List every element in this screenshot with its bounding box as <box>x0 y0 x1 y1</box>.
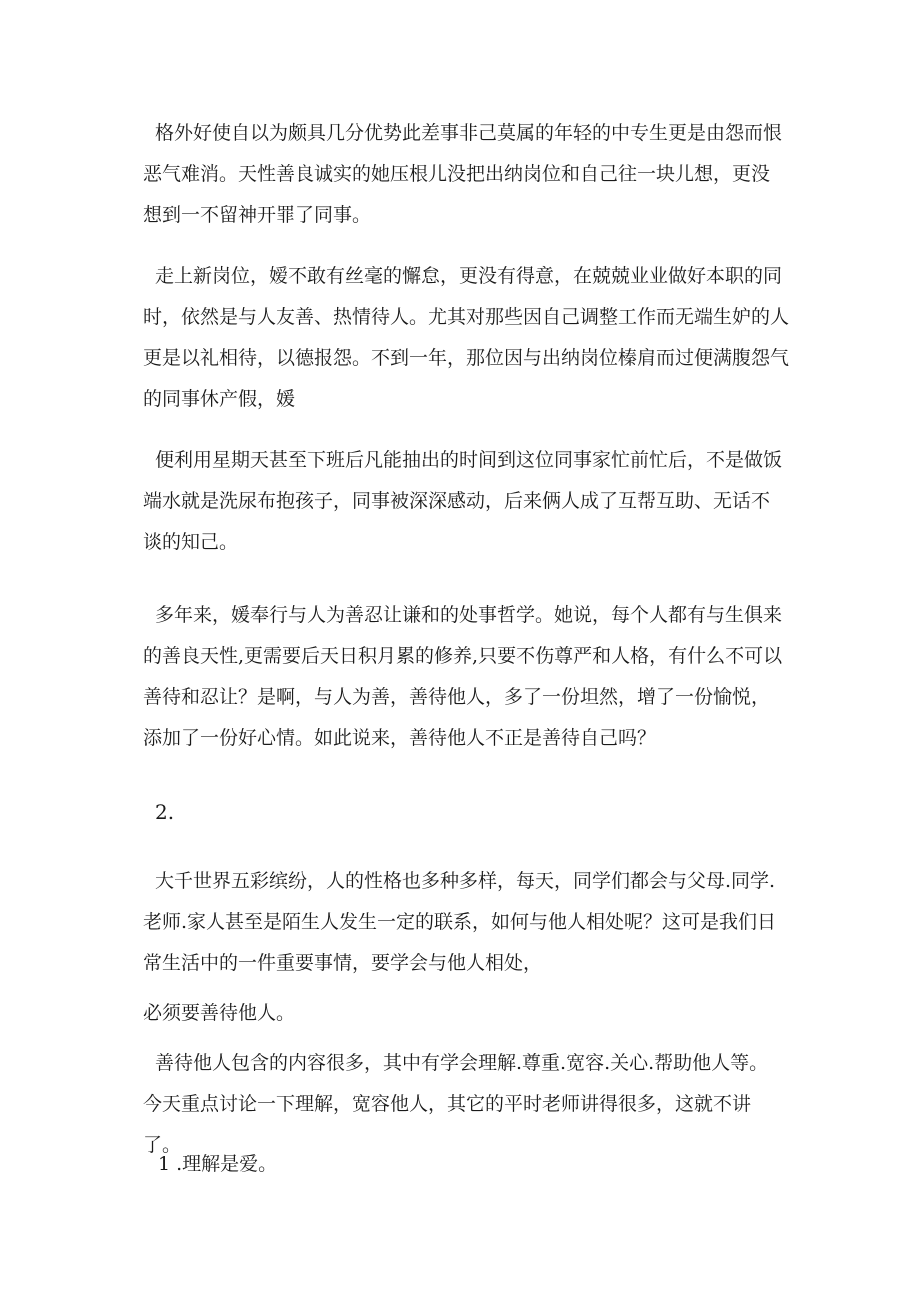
paragraph-3 <box>143 440 783 563</box>
paragraph-3-text: 便利用星期天甚至下班后凡能抽出的时间到这位同事家忙前忙后，不是做饭端水就是洗尿布抱孩子，同事被深深感动，后来俩人成了互帮互助、无话不谈的知己。 <box>143 449 783 553</box>
paragraph-6-text: 善待他人包含的内容很多，其中有学会理解.尊重.宽容.关心.帮助他人等。今天重点讨论一下理解，宽容他人，其它的平时老师讲得很多，这就不讲了。 <box>143 1052 769 1156</box>
paragraph-1 <box>143 113 785 236</box>
paragraph-2-text: 走上新岗位，嫒不敢有丝毫的懈怠，更没有得意，在兢兢业业做好本职的同时，依然是与人友善、热情待人。尤其对那些因自己调整工作而无端生妒的人更是以礼相待，以德报怨。不到一年，那位因与出纳岗位榛肩而过便满腹怨气的同事休产假，媛 <box>143 265 790 410</box>
paragraph-1-text: 格外好使自以为颇具几分优势此差事非己莫属的年轻的中专生更是由怨而恨恶气难消。天性善良诚实的她压根儿没把出纳岗位和自己往一块儿想，更没想到一不留神开罪了同事。 <box>143 122 783 226</box>
paragraph-4 <box>143 595 785 759</box>
paragraph-5 <box>143 861 785 984</box>
paragraph-5-text: 大千世界五彩缤纷，人的性格也多种多样，每天，同学们都会与父母.同学.老师.家人甚至是陌生人发生一定的联系，如何与他人相处呢？这可是我们日常生活中的一件重要事情，要学会与他人相处， <box>143 870 777 974</box>
paragraph-2 <box>143 256 789 420</box>
paragraph-5-continuation <box>143 993 783 1034</box>
paragraph-6 <box>143 1043 785 1166</box>
paragraph-5-continuation-text: 必须要善待他人。 <box>143 1002 296 1024</box>
section-number: 2. <box>155 800 175 824</box>
paragraph-4-text: 多年来，媛奉行与人为善忍让谦和的处事哲学。她说，每个人都有与生俱来的善良天性,更需要后天日积月累的修养,只要不伤尊严和人格，有什么不可以善待和忍让？是啊，与人为善，善待他人，多了一份坦然，增了一份愉悦，添加了一份好心情。如此说来，善待他人不正是善待自己吗？ <box>143 604 783 749</box>
subheading: 1 .理解是爱。 <box>158 1153 278 1175</box>
